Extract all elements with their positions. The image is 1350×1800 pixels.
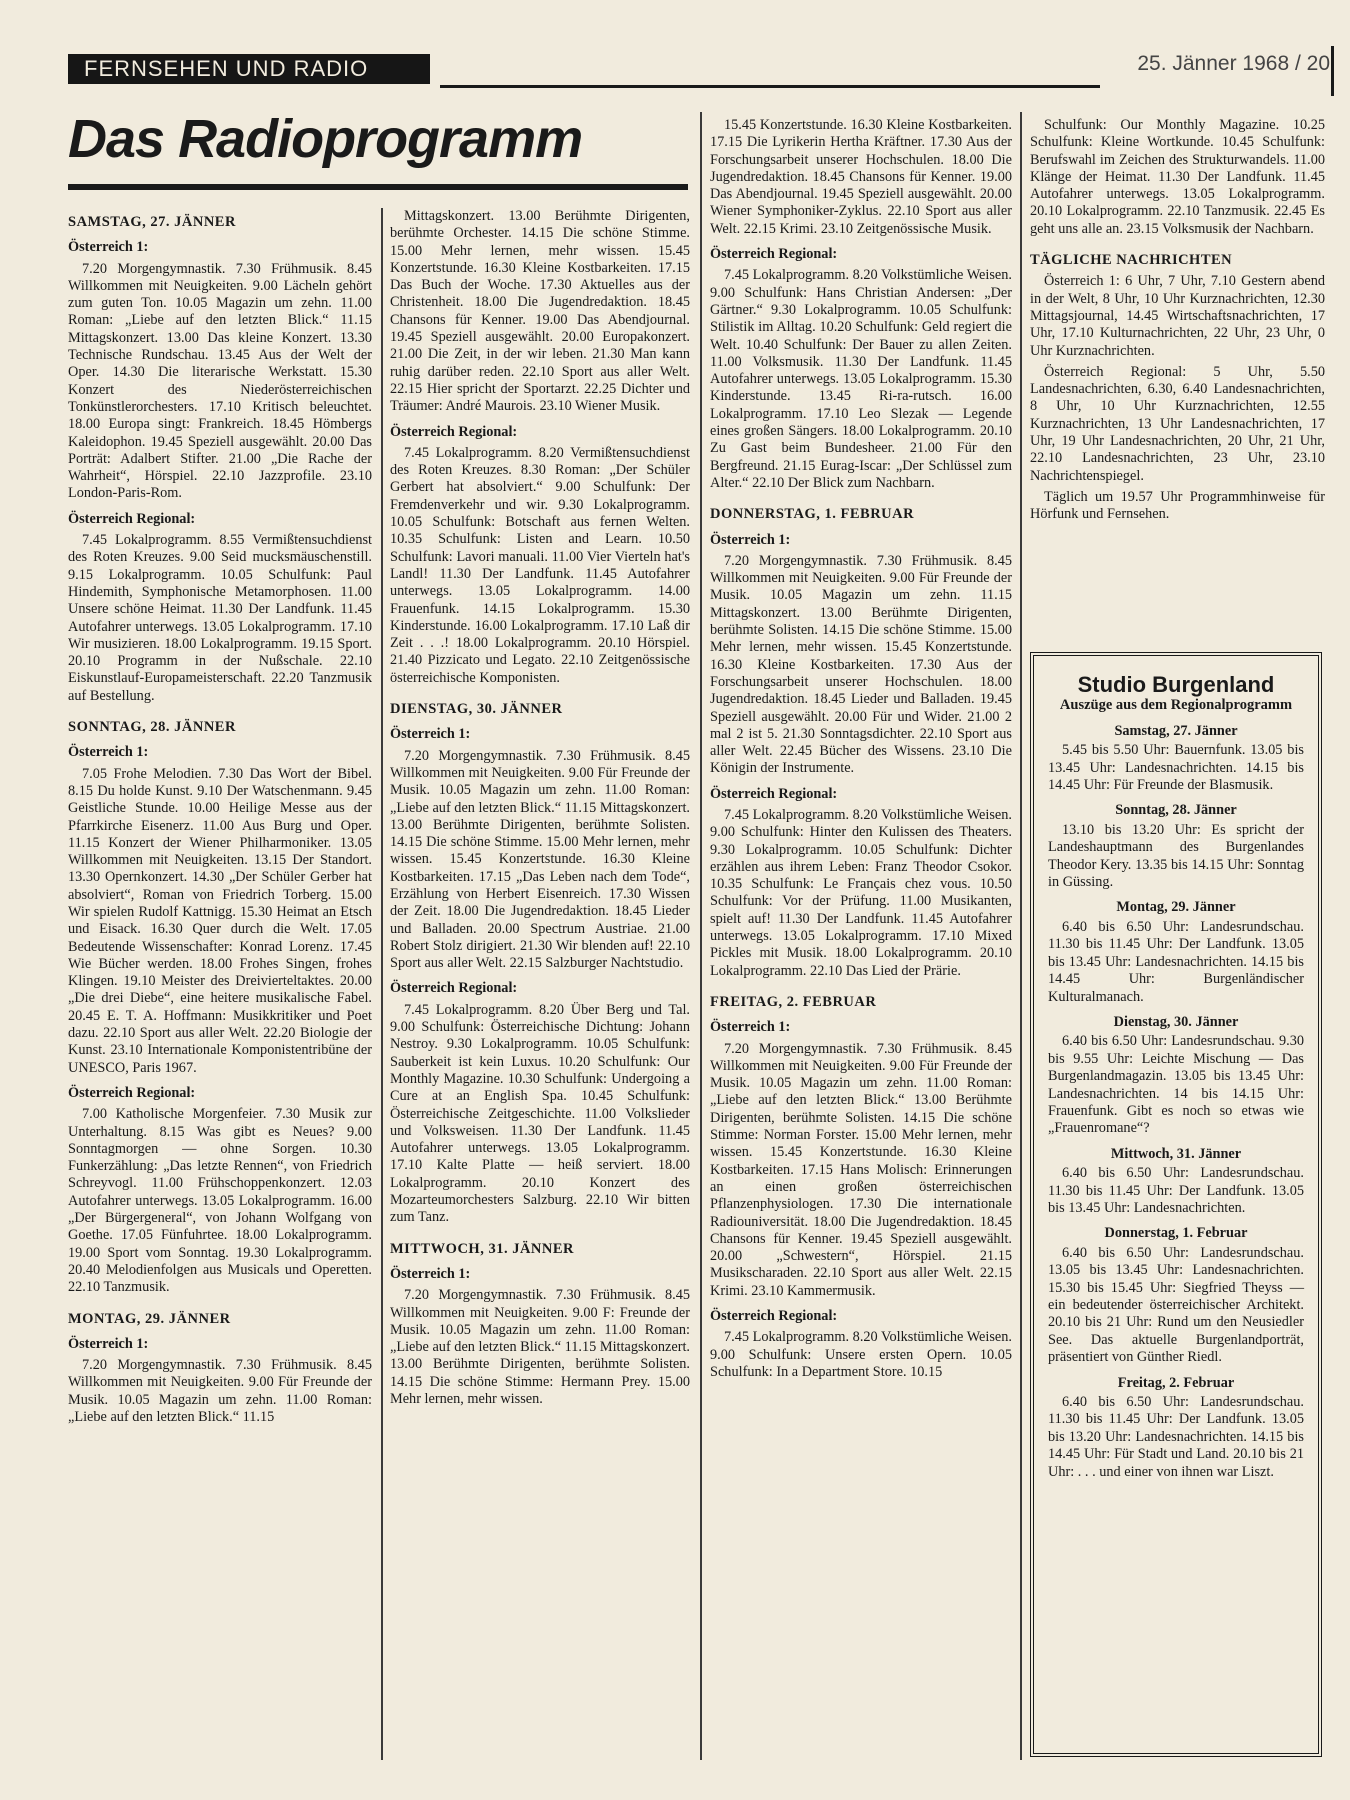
column-divider [381,208,383,1760]
station-heading: Österreich 1: [710,531,791,548]
program-listing: 7.20 Morgengymnastik. 7.30 Frühmusik. 8.45 Willkommen mit Neuigkeiten. 9.00 Für Freunde der Musik. 10.05 Magazin um zehn. 11.00 Roman: „Liebe auf den letzten Blick.“ 11.15 Mittagskonzert. 13.00 Berühmte Dirigenten, berühmte Solisten. 14.15 Die schöne Stimme. 15.00 Mehr lernen, mehr wissen. 15.45 Konzertstunde. 16.30 Kleine Kostbarkeiten. 17.15 „Das Leben nach dem Tode“, Erzählung von Herbert Eisenreich. 17.30 Wissen der Zeit. 18.00 Die Jugendredaktion. 18.45 Lieder und Balladen. 20.00 Spectrum Austriae. 21.00 Robert Stolz dirigiert. 21.30 Wir blenden auf! 22.10 Sport aus aller Welt. 22.15 Salzburger Nachtstudio. [390,747,690,972]
column-divider [1020,112,1022,1760]
box-day-text: 5.45 bis 5.50 Uhr: Bauernfunk. 13.05 bis 13.45 Uhr: Landesnachrichten. 14.15 bis 14.45 Uhr: Für Freunde der Blasmusik. [1048,742,1304,794]
box-day-text: 6.40 bis 6.50 Uhr: Landesrundschau. 11.30 bis 11.45 Uhr: Der Landfunk. 13.05 bis 13.45 Uhr: Landesnachrichten. 14.15 bis 14.45 Uhr: Burgenländischer Kulturalmanach. [1048,918,1304,1005]
box-day-heading: Sonntag, 28. Jänner [1115,802,1237,819]
station-heading: Österreich 1: [68,744,149,761]
program-listing: 7.45 Lokalprogramm. 8.20 Volkstümliche Weisen. 9.00 Schulfunk: Hinter den Kulissen des Theaters. 9.30 Lokalprogramm. 10.05 Schulfunk: Dichter erzählen aus ihrem Leben: Franz Theodor Csokor. 10.35 Schulfunk: Le Français chez vous. 10.50 Schulfunk: Vor der Prüfung. 11.00 Musikanten, spielt auf! 11.30 Der Landfunk. 11.45 Autofahrer unterwegs. 13.05 Lokalprogramm. 17.10 Mixed Pickles mit Musik. 18.00 Lokalprogramm. 20.10 Lokalprogramm. 22.10 Das Lied der Prärie. [710,806,1012,979]
program-listing: 7.45 Lokalprogramm. 8.20 Über Berg und Tal. 9.00 Schulfunk: Österreichische Dichtung: Johann Nestroy. 9.30 Lokalprogramm. 10.05 Schulfunk: Sauberkeit ist kein Luxus. 10.20 Schulfunk: Our Monthly Magazine. 10.30 Schulfunk: Undergoing a Cure at an English Spa. 10.45 Schulfunk: Österreichische Zeitgeschichte. 11.00 Volkslieder und Volksweisen. 11.30 Der Landfunk. 11.45 Autofahrer unterwegs. 13.05 Lokalprogramm. 17.10 Kalte Platte — heiß serviert. 18.00 Lokalprogramm. 20.10 Konzert des Mozarteumorchesters Salzburg. 22.10 Wir bitten zum Tanz. [390,1001,690,1226]
day-heading: SONNTAG, 28. JÄNNER [68,719,236,736]
station-heading: Österreich Regional: [68,510,196,527]
program-listing: 7.20 Morgengymnastik. 7.30 Frühmusik. 8.45 Willkommen mit Neuigkeiten. 9.00 Für Freunde der Musik. 10.05 Magazin um zehn. 11.15 Mittagskonzert. 13.00 Berühmte Dirigenten, berühmte Solisten. 14.15 Die schöne Stimme. 15.00 Mehr lernen, mehr wissen. 15.45 Konzertstunde. 16.30 Kleine Kostbarkeiten. 17.30 Aus der Forschungsarbeit unserer Hochschulen. 18.00 Jugendredaktion. 18.45 Lieder und Balladen. 19.45 Speziell ausgewählt. 20.00 Für und Wider. 21.00 2 mal 2 ist 5. 21.30 Sonntagsdichter. 22.10 Sport aus aller Welt. 22.45 Bücher des Wissens. 23.10 Die Königin der Instrumente. [710,552,1012,777]
column-3 [710,117,1012,1385]
station-heading: Österreich Regional: [68,1084,196,1101]
program-listing: 7.05 Frohe Melodien. 7.30 Das Wort der Bibel. 8.15 Du holde Kunst. 9.10 Der Watschenmann. 9.45 Geistliche Stunde. 10.00 Heilige Messe aus der Pfarrkirche Eisenerz. 11.00 Aus Burg und Oper. 11.15 Konzert der Wiener Philharmoniker. 13.05 Willkommen mit Neuigkeiten. 13.15 Der Standort. 13.30 Opernkonzert. 14.30 „Der Schüler Gerber hat absolviert“, Roman von Friedrich Torberg. 15.00 Wir spielen Rudolf Kattnigg. 15.30 Heimat an Etsch und Eisack. 16.30 Quer durch die Welt. 17.05 Bedeutende Wissenschafter: Konrad Lorenz. 17.45 Wie Bücher werden. 18.00 Frohes Singen, frohes Klingen. 19.10 Meister des Dreivierteltaktes. 20.00 „Die drei Diebe“, eine heitere musikalische Fabel. 20.45 E. T. A. Hoffmann: Musikkritiker und Poet dazu. 22.10 Sport aus aller Welt. 22.20 Biologie der Kunst. 23.10 Internationale Komponistentribüne der UNESCO, Paris 1967. [68,765,372,1076]
box-day-heading: Freitag, 2. Februar [1117,1374,1235,1391]
day-heading: FREITAG, 2. FEBRUAR [710,993,877,1010]
studio-burgenland-box [1030,652,1322,1757]
box-day-text: 6.40 bis 6.50 Uhr: Landesrundschau. 11.30 bis 11.45 Uhr: Der Landfunk. 13.05 bis 13.20 Uhr: Landesnachrichten. 14.15 bis 14.45 Uhr: Für Stadt und Land. 20.10 bis 21 Uhr: . . . und einer von ihnen war Liszt. [1048,1394,1304,1480]
program-listing: Österreich Regional: 5 Uhr, 5.50 Landesnachrichten, 6.30, 6.40 Landesnachrichten, 8 Uhr, 10 Uhr Kurznachrichten, 12.55 Kurznachrichten, 13 Uhr Landesnachrichten, 17 Uhr, 19 Uhr Landesnachrichten, 20 Uhr, 21 Uhr, 22.10 Landesnachrichten, 23 Uhr, 23.10 Nachrichtenspiegel. [1030,363,1325,484]
box-day-heading: Dienstag, 30. Jänner [1113,1013,1239,1030]
station-heading: Österreich Regional: [710,1308,838,1324]
program-listing: 7.20 Morgengymnastik. 7.30 Frühmusik. 8.45 Willkommen mit Neuigkeiten. 9.00 F: Freunde der Musik. 10.05 Magazin um zehn. 11.00 Roman: „Liebe auf den letzten Blick.“ 11.15 Mittagskonzert. 13.00 Berühmte Dirigenten, berühmte Solisten. 14.15 Die schöne Stimme: Hermann Prey. 15.00 Mehr lernen, mehr wissen. [390,1287,690,1407]
station-heading: Österreich Regional: [390,423,518,440]
box-day-heading: Mittwoch, 31. Jänner [1110,1145,1242,1162]
station-heading: Österreich 1: [68,1335,149,1352]
station-heading: Österreich 1: [68,239,149,256]
box-day-heading: Samstag, 27. Jänner [1114,722,1238,739]
header-rule [440,85,1100,88]
page-header [68,52,1330,92]
title-rule [68,184,688,190]
station-heading: Österreich Regional: [710,785,838,802]
column-divider [700,112,702,1760]
day-heading: DONNERSTAG, 1. FEBRUAR [710,506,915,523]
program-listing: 15.45 Konzertstunde. 16.30 Kleine Kostbarkeiten. 17.15 Die Lyrikerin Hertha Kräftner. 17.30 Aus der Forschungsarbeit unserer Hochschulen. 18.00 Die Jugendredaktion. 18.45 Chansons für Kenner. 19.00 Das Abendjournal. 19.45 Speziell ausgewählt. 20.00 Wiener Symphoniker-Zyklus. 22.10 Sport aus aller Welt. 22.15 Krimi. 23.10 Zeitgenössische Musik. [710,117,1012,237]
station-heading: Österreich 1: [390,726,471,743]
program-listing: 7.20 Morgengymnastik. 7.30 Frühmusik. 8.45 Willkommen mit Neuigkeiten. 9.00 Für Freunde der Musik. 10.05 Magazin um zehn. 11.00 Roman: „Liebe auf den letzten Blick.“ 13.00 Berühmte Dirigenten, berühmte Solisten. 14.15 Die schöne Stimme: Norman Forster. 15.00 Mehr lernen, mehr wissen. 15.45 Konzertstunde. 16.30 Kleine Kostbarkeiten. 17.15 Hans Molisch: Erinnerungen an einen großen österreichischen Pflanzenphysiologen. 17.30 Die internationale Radiouniversität. 18.00 Die Jugendredaktion. 18.45 Chansons für Kenner. 19.45 Speziell ausgewählt. 20.00 „Schwestern“, Hörspiel. 21.15 Musikscharaden. 22.10 Sport aus aller Welt. 22.15 Krimi. 23.10 Kammermusik. [710,1040,1012,1299]
program-listing: 7.20 Morgengymnastik. 7.30 Frühmusik. 8.45 Willkommen mit Neuigkeiten. 9.00 Für Freunde der Musik. 10.05 Magazin um zehn. 11.00 Roman: „Liebe auf den letzten Blick.“ 11.15 [68,1357,372,1425]
program-listing: Österreich 1: 6 Uhr, 7 Uhr, 7.10 Gestern abend in der Welt, 8 Uhr, 10 Uhr Kurznachrichten, 12.30 Mittagsjournal, 14.45 Wirtschaftsnachrichten, 17 Uhr, 17.10 Kulturnachrichten, 22 Uhr, 23 Uhr, 0 Uhr Kurznachrichten. [1030,273,1325,359]
box-day-heading: Donnerstag, 1. Februar [1104,1225,1248,1242]
issue-date: 25. Jänner 1968 / 20 [1137,52,1330,75]
station-heading: Österreich Regional: [710,246,838,263]
header-edge-bar [1331,46,1334,96]
program-listing: 7.20 Morgengymnastik. 7.30 Frühmusik. 8.45 Willkommen mit Neuigkeiten. 9.00 Lächeln gehört zum guten Ton. 10.05 Magazin um zehn. 11.00 Roman: „Liebe auf den letzten Blick.“ 11.15 Mittagskonzert. 13.00 Das kleine Konzert. 13.30 Technische Rundschau. 13.45 Aus der Welt der Oper. 14.30 Die literarische Werkstatt. 15.30 Konzert des Niederösterreichischen Tonkünstlerorchesters. 17.10 Kritisch beleuchtet. 18.00 Europa singt: Frankreich. 18.45 Hömbergs Kaleidophon. 19.45 Speziell ausgewählt. 20.00 Das Porträt: Adalbert Stifter. 21.00 „Die Rache der Wahrheit“, Hörspiel. 22.10 Jazzprofile. 23.10 London-Paris-Rom. [68,260,372,502]
section-label: FERNSEHEN UND RADIO [68,54,430,84]
box-day-list [1048,723,1304,1481]
box-day-text: 6.40 bis 6.50 Uhr: Landesrundschau. 13.05 bis 13.45 Uhr: Landesnachrichten. 15.30 bis 15.45 Uhr: Siegfried Theyss — ein bedeutender österreichischer Architekt. 20.10 bis 21 Uhr: Rund um den Neusiedler See. Das aktuelle Burgenlandporträt, präsentiert von Günther Riedl. [1048,1244,1304,1366]
column-2 [390,208,690,1412]
box-subtitle: Auszüge aus dem Regionalprogramm [1059,697,1293,714]
program-listing: 7.00 Katholische Morgenfeier. 7.30 Musik zur Unterhaltung. 8.15 Was gibt es Neues? 9.00 Sonntagmorgen — ohne Sorgen. 10.30 Funkerzählung: „Das letzte Rennen“, von Friedrich Schreyvogl. 11.00 Frühschoppenkonzert. 12.03 Autofahrer unterwegs. 13.05 Lokalprogramm. 16.00 „Der Bürgergeneral“, von Johann Wolfgang von Goethe. 17.05 Fünfuhrtee. 18.00 Lokalprogramm. 19.00 Sport vom Sonntag. 19.30 Lokalprogramm. 20.40 Melodienfolgen aus Musicals und Operetten. 22.10 Tanzmusik. [68,1106,372,1296]
program-listing: Täglich um 19.57 Uhr Programmhinweise für Hörfunk und Fernsehen. [1030,488,1325,523]
page-title: Das Radioprogramm [68,109,583,169]
box-day-text: 13.10 bis 13.20 Uhr: Es spricht der Landeshauptmann des Burgenlandes Theodor Kery. 13.35 bis 14.15 Uhr: Sonntag in Güssing. [1048,821,1304,891]
column-4 [1030,117,1325,528]
day-heading: MITTWOCH, 31. JÄNNER [390,1240,575,1257]
day-heading: SAMSTAG, 27. JÄNNER [68,214,236,230]
box-day-heading: Montag, 29. Jänner [1116,899,1236,916]
station-heading: Österreich 1: [710,1019,791,1036]
day-heading: MONTAG, 29. JÄNNER [68,1310,231,1327]
station-heading: Österreich Regional: [390,980,518,997]
program-listing: Schulfunk: Our Monthly Magazine. 10.25 Schulfunk: Kleine Wortkunde. 10.45 Schulfunk: Berufswahl im Zeichen des Strukturwandels. 11.00 Klänge der Heimat. 11.30 Der Landfunk. 11.45 Autofahrer unterwegs. 13.05 Lokalprogramm. 20.10 Lokalprogramm. 22.10 Tanzmusik. 22.45 Es geht uns alle an. 23.15 Volksmusik der Nachbarn. [1030,117,1325,237]
column-1 [68,214,372,1430]
box-day-text: 6.40 bis 6.50 Uhr: Landesrundschau. 9.30 bis 9.55 Uhr: Leichte Mischung — Das Burgenlandmagazin. 13.05 bis 13.45 Uhr: Landesnachrichten. 14 bis 14.15 Uhr: Frauenfunk. Gibt es noch so etwas wie „Frauenromane“? [1048,1033,1304,1137]
box-day-text: 6.40 bis 6.50 Uhr: Landesrundschau. 11.30 bis 11.45 Uhr: Der Landfunk. 13.05 bis 13.45 Uhr: Landesnachrichten. [1048,1165,1304,1216]
day-heading: TÄGLICHE NACHRICHTEN [1030,252,1233,269]
box-title: Studio Burgenland [1077,672,1275,697]
day-heading: DIENSTAG, 30. JÄNNER [390,701,563,718]
station-heading: Österreich 1: [390,1265,471,1282]
program-listing: 7.45 Lokalprogramm. 8.55 Vermißtensuchdienst des Roten Kreuzes. 9.00 Seid mucksmäuschenstill. 9.15 Lokalprogramm. 10.05 Schulfunk: Paul Hindemith, Symphonische Metamorphosen. 11.00 Unsere schöne Heimat. 11.30 Der Landfunk. 11.45 Autofahrer unterwegs. 13.05 Lokalprogramm. 17.10 Wir musizieren. 18.00 Lokalprogramm. 19.15 Sport. 20.10 Programm in der Nußschale. 22.10 Eiskunstlauf-Europameisterschaft. 22.20 Tanzmusik auf Bestellung. [68,532,372,704]
program-listing: 7.45 Lokalprogramm. 8.20 Volkstümliche Weisen. 9.00 Schulfunk: Hans Christian Andersen: „Der Gärtner.“ 9.30 Lokalprogramm. 10.05 Schulfunk: Stilistik im Alltag. 10.20 Schulfunk: Geld regiert die Welt. 10.40 Schulfunk: Der Bauer zu allen Zeiten. 11.00 Volksmusik. 11.30 Der Landfunk. 11.45 Autofahrer unterwegs. 13.05 Lokalprogramm. 15.30 Kinderstunde. 13.45 Ri-ra-rutsch. 16.00 Lokalprogramm. 17.10 Leo Slezak — Legende eines großen Sängers. 18.00 Lokalprogramm. 20.10 Zu Gast beim Bundesheer. 21.00 Für den Bergfreund. 21.15 Eurag-Iscar: „Der Schlüssel zum Alter.“ 22.10 Der Blick zum Nachbarn. [710,267,1012,491]
program-listing: Mittagskonzert. 13.00 Berühmte Dirigenten, berühmte Orchester. 14.15 Die schöne Stimme. 15.00 Mehr lernen, mehr wissen. 15.45 Konzertstunde. 16.30 Kleine Kostbarkeiten. 17.15 Das Buch der Woche. 17.30 Aktuelles aus der Christenheit. 18.00 Die Jugendredaktion. 18.45 Chansons für Kenner. 19.00 Das Abendjournal. 19.45 Speziell ausgewählt. 20.00 Europakonzert. 21.00 Die Zeit, in der wir leben. 21.30 Man kann ruhig darüber reden. 22.10 Sport aus aller Welt. 22.15 Hier spricht der Sportarzt. 22.25 Dichter und Träumer: André Maurois. 23.10 Wiener Musik. [390,208,690,415]
program-listing: 7.45 Lokalprogramm. 8.20 Vermißtensuchdienst des Roten Kreuzes. 8.30 Roman: „Der Schüler Gerbert hat absolviert.“ 9.00 Schulfunk: Der Fremdenverkehr und wir. 9.30 Lokalprogramm. 10.05 Schulfunk: Botschaft aus fernen Welten. 10.35 Schulfunk: Listen and Learn. 10.50 Schulfunk: Lavori manuali. 11.00 Vier Vierteln hat's Landl! 11.30 Der Landfunk. 11.45 Autofahrer unterwegs. 13.05 Lokalprogramm. 14.00 Frauenfunk. 14.15 Lokalprogramm. 15.30 Kinderstunde. 16.00 Lokalprogramm. 17.10 Laß dir Zeit . . .! 18.00 Lokalprogramm. 20.10 Hörspiel. 21.40 Pizzicato und Legato. 22.10 Zeitgenössische österreichische Komponisten. [390,444,690,686]
program-listing: 7.45 Lokalprogramm. 8.20 Volkstümliche Weisen. 9.00 Schulfunk: Unsere ersten Opern. 10.05 Schulfunk: In a Department Store. 10.15 [710,1329,1012,1380]
